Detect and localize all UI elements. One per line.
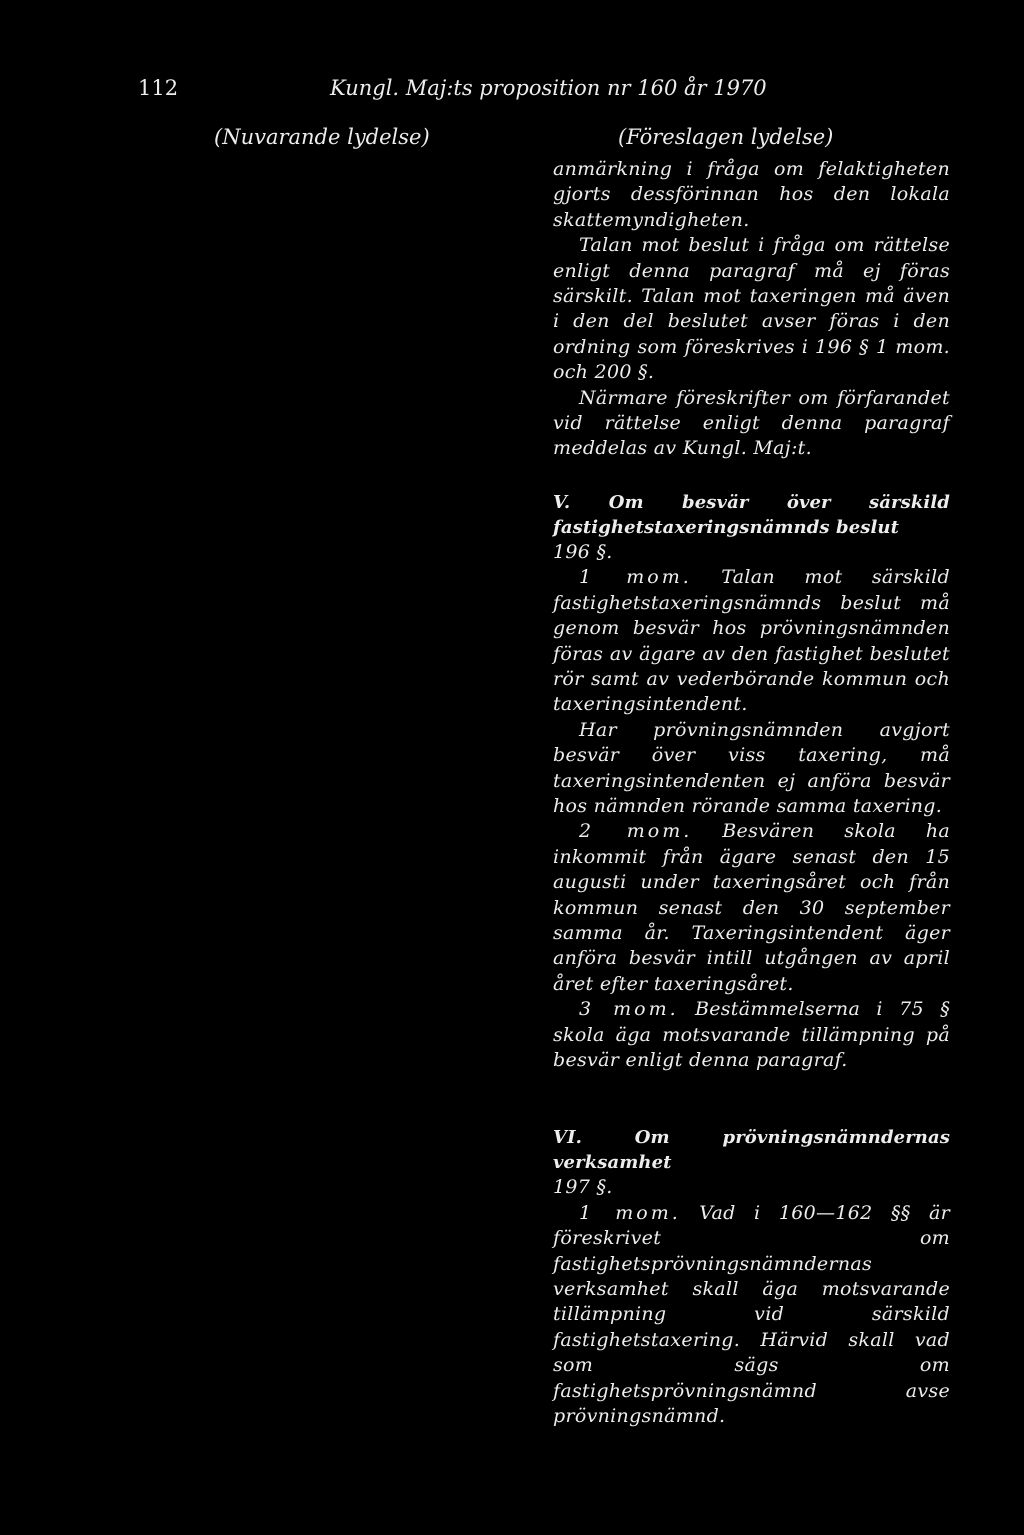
moment-label: 2 mom. bbox=[579, 820, 693, 843]
paragraph: Har prövningsnämnden avgjort besvär över viss taxering, må taxeringsintendenten ej anföra besvär hos nämnden rörande samma taxering. bbox=[553, 718, 950, 817]
page-number: 112 bbox=[138, 76, 179, 100]
moment-label: 1 mom. bbox=[579, 566, 692, 589]
moment-text: Talan mot särskild fastighetstaxeringsnämnds beslut må genom besvär hos prövningsnämnden föras av ägare av den fastighet beslutet rör samt av vederbörande kommun och taxeringsintendent. bbox=[553, 566, 951, 716]
moment-label: 1 mom. bbox=[579, 1201, 681, 1224]
paragraph-number: 196 §. bbox=[553, 540, 613, 563]
paragraph bbox=[553, 565, 950, 717]
paragraph-number: 197 §. bbox=[553, 1176, 613, 1199]
section-number: V. bbox=[553, 491, 571, 513]
section-number: VI. bbox=[553, 1127, 582, 1149]
right-column-heading: (Föreslagen lydelse) bbox=[618, 125, 834, 149]
left-column-heading: (Nuvarande lydelse) bbox=[214, 125, 430, 149]
section-title: Om besvär över särskild fastighetstaxeringsnämnds beslut bbox=[553, 491, 950, 538]
moment-text: Bestämmelserna i 75 § skola äga motsvarande tillämpning på besvär enligt denna paragraf. bbox=[553, 998, 950, 1071]
right-column-text bbox=[553, 157, 950, 1429]
paragraph bbox=[553, 997, 950, 1073]
section-heading-v bbox=[553, 490, 950, 540]
paragraph bbox=[553, 819, 950, 997]
paragraph: anmärkning i fråga om felaktigheten gjorts dessförinnan hos den lokala skattemyndigheten. bbox=[553, 158, 950, 231]
paragraph: Närmare föreskrifter om förfarandet vid rättelse enligt denna paragraf meddelas av Kungl. Maj:t. bbox=[553, 386, 950, 460]
moment-label: 3 mom. bbox=[579, 998, 679, 1021]
section-title: Om prövningsnämndernas verksamhet bbox=[553, 1127, 950, 1174]
paragraph: Talan mot beslut i fråga om rättelse enligt denna paragraf må ej föras särskilt. Talan mot taxeringen må även i den del beslutet avser föras i den ordning som föreskrives i 196 § 1 mom. och 200 §. bbox=[553, 234, 950, 384]
moment-text: Besvären skola ha inkommit från ägare senast den 15 augusti under taxeringsåret och från kommun senast den 30 september samma år. Taxeringsintendent äger anföra besvär intill utgången av april året efter taxeringsåret. bbox=[553, 820, 951, 995]
running-title: Kungl. Maj:ts proposition nr 160 år 1970 bbox=[330, 76, 767, 100]
paragraph bbox=[553, 1201, 950, 1430]
moment-text: Vad i 160—162 §§ är föreskrivet om fastighetsprövningsnämndernas verksamhet skall äga motsvarande tillämpning vid särskild fastighetstaxering. Härvid skall vad som sägs om fastighetsprövningsnämnd avse prövningsnämnd. bbox=[553, 1201, 951, 1428]
section-heading-vi bbox=[553, 1125, 950, 1175]
